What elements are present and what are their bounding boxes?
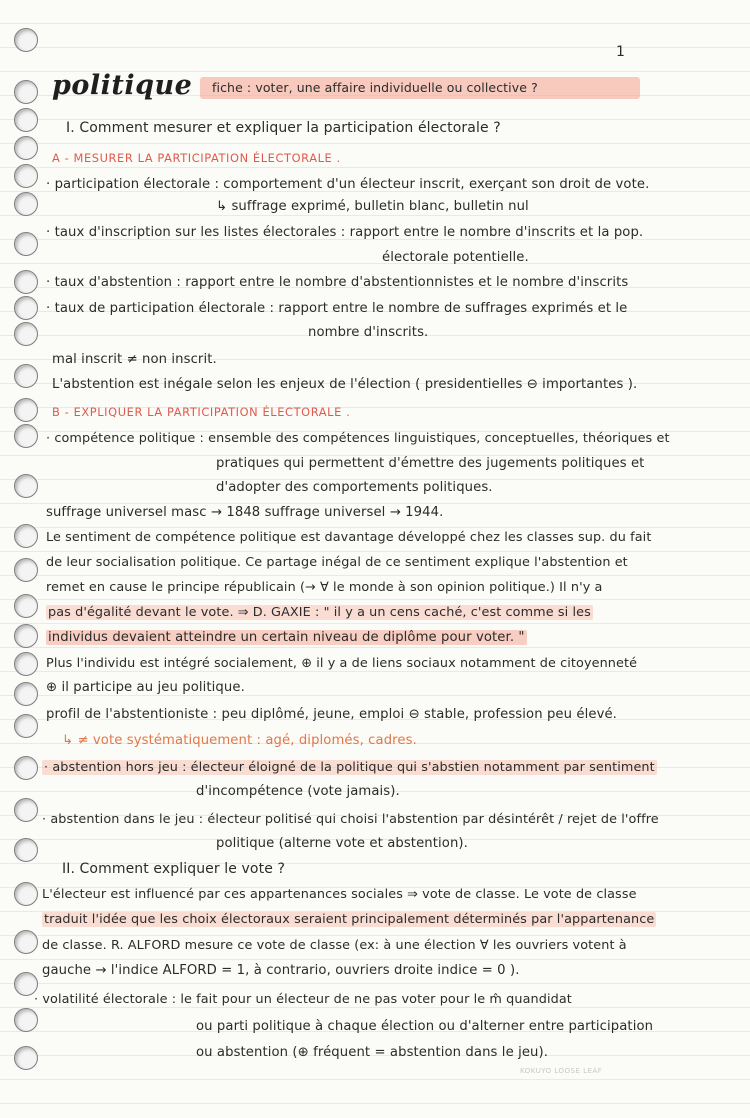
- binder-hole-icon: [14, 108, 38, 132]
- text-line: · volatilité électorale : le fait pour un électeur de ne pas voter pour le m̂ quandidat: [34, 992, 572, 1007]
- text-line: L'électeur est influencé par ces appartenances sociales ⇒ vote de classe. Le vote de classe: [42, 887, 637, 902]
- text-line: Le sentiment de compétence politique est davantage développé chez les classes sup. du fait: [46, 530, 652, 545]
- voter-profile: ↳ ≠ vote systématiquement : agé, diplomés, cadres.: [62, 733, 417, 748]
- binder-hole-icon: [14, 270, 38, 294]
- text-line: ⊕ il participe au jeu politique.: [46, 680, 245, 695]
- text-line: mal inscrit ≠ non inscrit.: [52, 352, 217, 367]
- text-line: · participation électorale : comportement d'un électeur inscrit, exerçant son droit de vote.: [46, 177, 650, 192]
- text-line: d'incompétence (vote jamais).: [196, 784, 400, 799]
- binder-hole-icon: [14, 714, 38, 738]
- text-line: ↳ suffrage exprimé, bulletin blanc, bulletin nul: [216, 199, 529, 214]
- text-line: nombre d'inscrits.: [308, 325, 429, 340]
- section-heading-2: II. Comment expliquer le vote ?: [62, 861, 285, 877]
- binder-hole-icon: [14, 474, 38, 498]
- text-line: d'adopter des comportements politiques.: [216, 480, 493, 495]
- text-line: gauche → l'indice ALFORD = 1, à contrario, ouvriers droite indice = 0 ).: [42, 963, 520, 978]
- text-line: · compétence politique : ensemble des compétences linguistiques, conceptuelles, théoriques et: [46, 431, 670, 446]
- binder-hole-icon: [14, 624, 38, 648]
- text-line: suffrage universel masc → 1848 suffrage universel → 1944.: [46, 505, 444, 520]
- text-line: de classe. R. ALFORD mesure ce vote de classe (ex: à une élection ∀ les ouvriers votent à: [42, 938, 627, 953]
- text-line: · taux d'abstention : rapport entre le nombre d'abstentionnistes et le nombre d'inscrits: [46, 275, 629, 290]
- section-heading-1: I. Comment mesurer et expliquer la participation électorale ?: [66, 120, 501, 136]
- quote-line-2: individus devaient atteindre un certain niveau de diplôme pour voter. ": [48, 630, 525, 645]
- binder-hole-icon: [14, 136, 38, 160]
- binder-hole-icon: [14, 164, 38, 188]
- text-line: · abstention dans le jeu : électeur politisé qui choisi l'abstention par désintérêt / rejet de l'offre: [42, 812, 659, 827]
- subsection-heading-a: A - MESURER LA PARTICIPATION ÉLECTORALE .: [52, 151, 341, 165]
- text-line: ou abstention (⊕ fréquent = abstention dans le jeu).: [196, 1045, 549, 1060]
- binder-hole-icon: [14, 756, 38, 780]
- binder-hole-icon: [14, 1046, 38, 1070]
- text-line: L'abstention est inégale selon les enjeux de l'élection ( presidentielles ⊖ importantes ).: [52, 377, 638, 392]
- text-line: pratiques qui permettent d'émettre des jugements politiques et: [216, 456, 645, 471]
- binder-hole-icon: [14, 594, 38, 618]
- text-line: politique (alterne vote et abstention).: [216, 836, 468, 851]
- paper-brand-mark: KOKUYO LOOSE LEAF: [520, 1067, 603, 1075]
- binder-hole-icon: [14, 28, 38, 52]
- text-line: électorale potentielle.: [382, 250, 529, 265]
- subsection-heading-b: B - EXPLIQUER LA PARTICIPATION ÉLECTORALE .: [52, 405, 351, 419]
- binder-hole-icon: [14, 232, 38, 256]
- text-line: · taux de participation électorale : rapport entre le nombre de suffrages exprimés et le: [46, 301, 628, 316]
- binder-hole-icon: [14, 798, 38, 822]
- binder-hole-icon: [14, 80, 38, 104]
- text-line: ou parti politique à chaque élection ou d'alterner entre participation: [196, 1019, 654, 1034]
- binder-hole-icon: [14, 930, 38, 954]
- text-line: · taux d'inscription sur les listes électorales : rapport entre le nombre d'inscrits et la pop.: [46, 225, 644, 240]
- text-line: de leur socialisation politique. Ce partage inégal de ce sentiment explique l'abstention et: [46, 555, 628, 570]
- binder-hole-icon: [14, 882, 38, 906]
- binder-hole-icon: [14, 838, 38, 862]
- quote-line-1: pas d'égalité devant le vote. ⇒ D. GAXIE : " il y a un cens caché, c'est comme si les: [48, 605, 591, 620]
- text-line: traduit l'idée que les choix électoraux seraient principalement déterminés par l'appartenance: [44, 912, 655, 927]
- binder-hole-icon: [14, 192, 38, 216]
- binder-hole-icon: [14, 296, 38, 320]
- binder-hole-icon: [14, 322, 38, 346]
- abstentionist-profile: profil de l'abstentioniste : peu diplômé, jeune, emploi ⊖ stable, profession peu élevé.: [46, 707, 617, 722]
- text-line: · abstention hors jeu : électeur éloigné de la politique qui s'abstien notamment par sentiment: [44, 760, 655, 775]
- binder-hole-icon: [14, 364, 38, 388]
- page-number: 1: [616, 44, 625, 60]
- binder-hole-icon: [14, 524, 38, 548]
- binder-hole-icon: [14, 682, 38, 706]
- binder-hole-icon: [14, 398, 38, 422]
- binder-hole-icon: [14, 1008, 38, 1032]
- fiche-subtitle: fiche : voter, une affaire individuelle ou collective ?: [212, 80, 538, 95]
- page-title: politique: [52, 70, 193, 101]
- binder-hole-icon: [14, 652, 38, 676]
- text-line: remet en cause le principe républicain (→ ∀ le monde à son opinion politique.) Il n'y a: [46, 580, 603, 595]
- binder-hole-icon: [14, 558, 38, 582]
- text-line: Plus l'individu est intégré socialement, ⊕ il y a de liens sociaux notamment de citoyenneté: [46, 656, 638, 671]
- binder-hole-icon: [14, 424, 38, 448]
